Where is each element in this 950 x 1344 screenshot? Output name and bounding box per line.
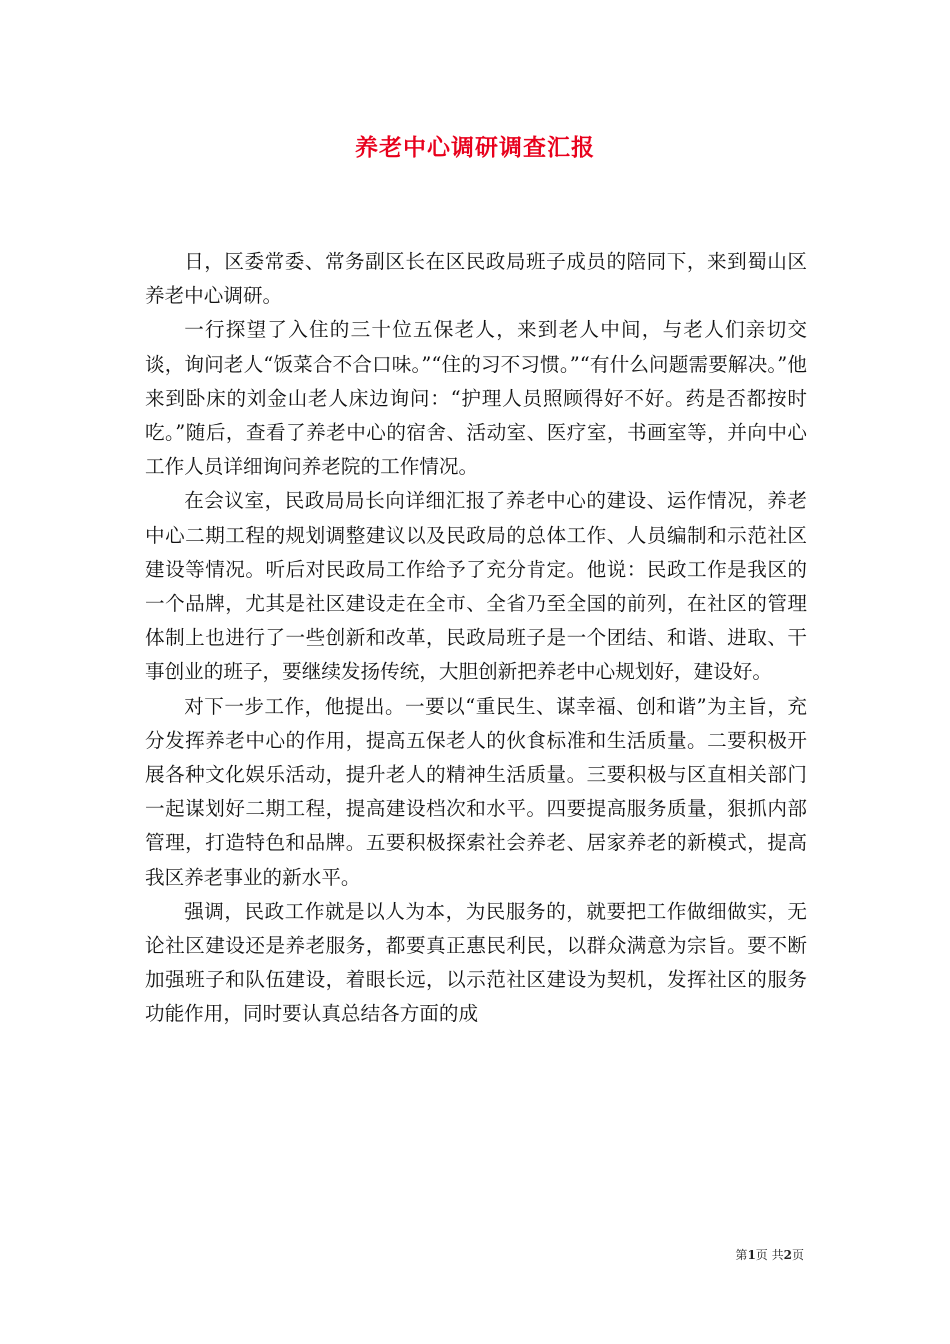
footer-middle: 页 共 xyxy=(755,1248,784,1262)
footer-suffix: 页 xyxy=(791,1248,804,1262)
paragraph-5: 强调，民政工作就是以人为本，为民服务的，就要把工作做细做实，无论社区建设还是养老服务，都要真正惠民利民，以群众满意为宗旨。要不断加强班子和队伍建设，着眼长远，以示范社区建设为契机，发挥社区的服务功能作用，同时要认真总结各方面的成 xyxy=(145,899,807,1026)
footer-current-page: 1 xyxy=(747,1248,756,1262)
page-number-footer xyxy=(735,1247,804,1263)
paragraph-4: 对下一步工作，他提出。一要以“重民生、谋幸福、创和谐”为主旨，充分发挥养老中心的作用，提高五保老人的伙食标准和生活质量。二要积极开展各种文化娱乐活动，提升老人的精神生活质量。三要积极与区直相关部门一起谋划好二期工程，提高建设档次和水平。四要提高服务质量，狠抓内部管理，打造特色和品牌。五要积极探索社会养老、居家养老的新模式，提高我区养老事业的新水平。 xyxy=(145,694,807,889)
footer-prefix: 第 xyxy=(735,1248,748,1262)
paragraph-1: 日，区委常委、常务副区长在区民政局班子成员的陪同下，来到蜀山区养老中心调研。 xyxy=(145,250,807,308)
document-body xyxy=(145,245,807,1032)
document-title: 养老中心调研调查汇报 xyxy=(355,134,595,161)
paragraph-3: 在会议室，民政局局长向详细汇报了养老中心的建设、运作情况，养老中心二期工程的规划调整建议以及民政局的总体工作、人员编制和示范社区建设等情况。听后对民政局工作给予了充分肯定。他说：民政工作是我区的一个品牌，尤其是社区建设走在全市、全省乃至全国的前列，在社区的管理体制上也进行了一些创新和改革，民政局班子是一个团结、和谐、进取、干事创业的班子，要继续发扬传统，大胆创新把养老中心规划好，建设好。 xyxy=(145,489,807,684)
paragraph-2: 一行探望了入住的三十位五保老人，来到老人中间，与老人们亲切交谈，询问老人“饭菜合不合口味。”“住的习不习惯。”“有什么问题需要解决。”他来到卧床的刘金山老人床边询问：“护理人员照顾得好不好。药是否都按时吃。”随后，查看了养老中心的宿舍、活动室、医疗室，书画室等，并向中心工作人员详细询问养老院的工作情况。 xyxy=(145,318,807,479)
footer-total-pages: 2 xyxy=(783,1248,792,1262)
